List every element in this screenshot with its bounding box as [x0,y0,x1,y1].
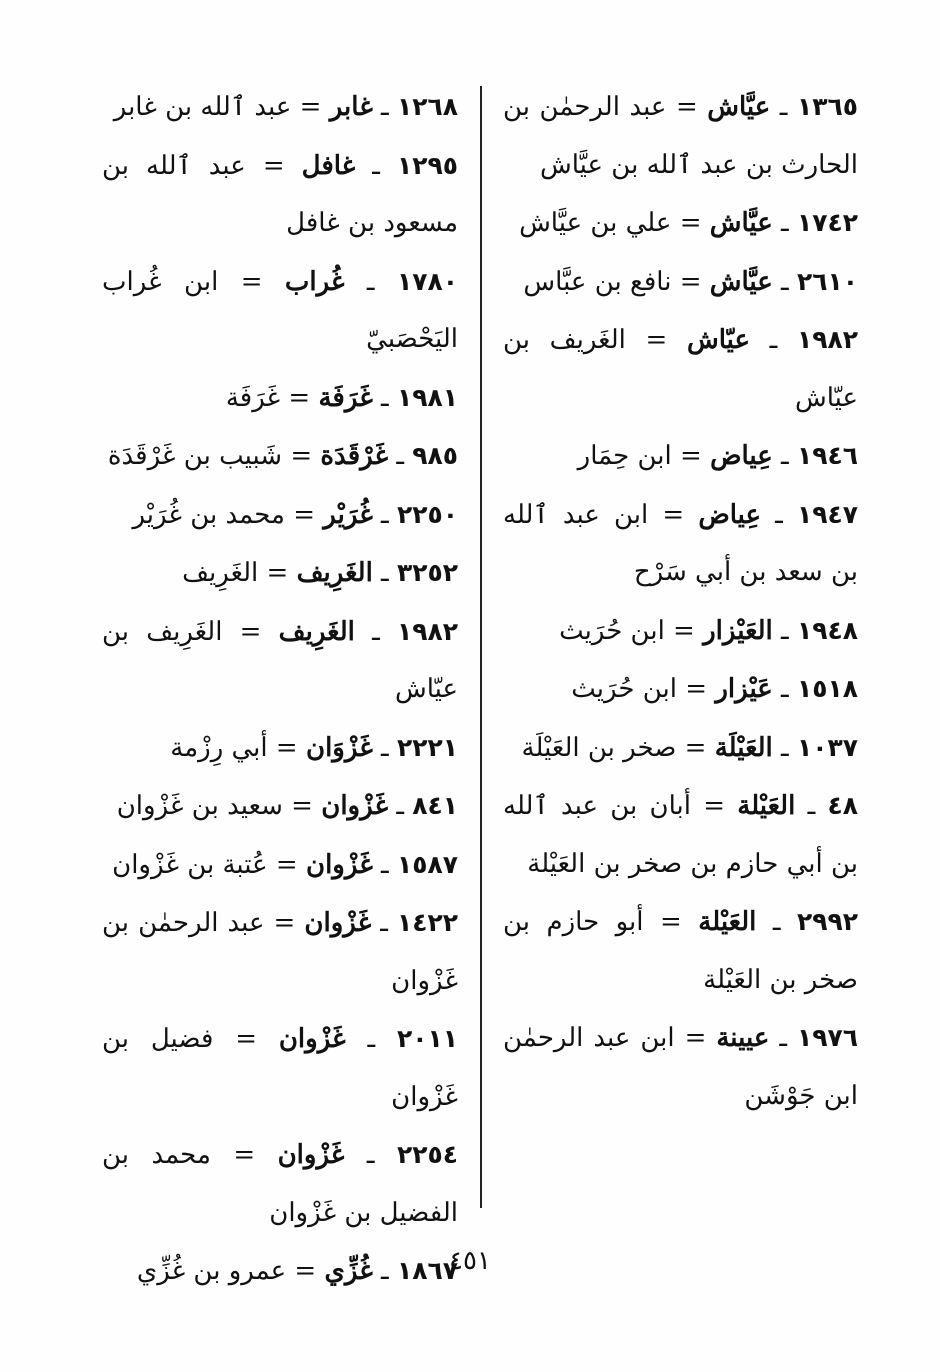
entry-name: غَرْقَدَة [320,441,389,471]
entry-number: ١٩٤٦ [796,441,858,470]
entry-name: غَزْوان [277,1140,345,1170]
index-entry: ١٩٨١ ـ غَرَفَة = غَرَفَة [225,382,458,413]
entry-name: غُرَيْر [323,499,373,530]
entry-text: الغَرِيف [182,558,259,588]
entry-name: عيينة [716,1023,770,1053]
entry-number: ١٠٣٧ [796,732,858,762]
index-entry: ١٥٨٧ ـ غَزْوان = عُتبة بن غَزْوان [112,849,458,880]
entry-number: ١٩٤٧ [796,499,858,529]
entry-number: ٢٦١٠ [796,266,858,296]
entry-number: ١٩٤٨ [796,615,858,645]
entry-text: علي بن عيَّاش [519,208,672,238]
entry-number: ١٢٩٥ [396,150,458,180]
entry-text: شَبيب بن غَرْقَدَة [107,441,283,471]
entry-number: ٨٤١ [412,791,458,820]
entry-name: غُزِّي [324,1256,373,1286]
entry-name: عِياض [698,499,762,530]
entry-number: ١٥٨٧ [396,849,458,879]
entry-name: الغَرِيف [296,558,373,588]
index-entry: ١٨٦٧ ـ غُزِّي = عمرو بن غُزِّي [136,1256,458,1286]
entry-name: العَيْزار [703,615,773,646]
index-entry: ١٩٨٢ ـ الغَرِيف = الغَرِيف بن عيّاش [102,616,458,704]
index-entry: ١٩٤٧ ـ عِياض = ابن عبد ٱلله بن سعد بن أبي سَرْح [503,499,858,587]
entry-number: ١٤٢٢ [396,908,458,937]
entry-number: ١٨٦٧ [396,1256,458,1285]
index-entry: ٢٦١٠ ـ عيَّاش = نافع بن عبَّاس [523,266,858,297]
entry-name: عيَّاش [709,208,773,238]
index-entry: ١٤٢٢ ـ غَزْوان = عبد الرحمٰن بن غَزْوان [102,908,458,996]
entry-name: العَيْلة [698,907,757,937]
index-entry: ١٩٤٦ ـ عِياض = ابن حِمَار [577,441,858,471]
index-entry: ١٩٨٢ ـ عيّاش = الغَريف بن عيّاش [503,325,858,413]
entry-text: سعيد بن غَزْوان [116,791,283,821]
entry-number: ٢٠١١ [396,1024,458,1053]
entry-name: عيَّاش [707,92,771,122]
index-entry: ٤٨ ـ العَيْلة = أبان بن عبد ٱلله بن أبي حازم بن صخر بن العَيْلة [503,791,858,879]
entry-number: ١٩٨٢ [796,325,858,354]
entry-text: عبد ٱلله بن مسعود بن غافل [102,150,458,238]
entry-number: ١٣٦٥ [796,92,858,121]
entry-text: عبد ٱلله بن غابر [113,92,292,122]
entry-number: ٩٨٥ [412,441,458,470]
index-entry: ١٧٤٢ ـ عيَّاش = علي بن عيَّاش [519,208,858,238]
entry-text: عبد الرحمٰن بن غَزْوان [102,908,458,996]
entry-text: نافع بن عبَّاس [523,266,672,297]
entry-name: الغَرِيف [278,616,355,647]
entry-text: ابن غُراب اليَحْصَبيّ [102,266,458,354]
entry-number: ١٩٨١ [396,382,458,412]
entry-name: غافل [301,150,356,181]
entry-name: عِياض [710,441,773,471]
entry-text: غَرَفَة [225,382,281,413]
index-entry: ٩٨٥ ـ غَرْقَدَة = شَبيب بن غَرْقَدَة [107,441,458,471]
index-entry: ١٢٦٨ ـ غابر = عبد ٱلله بن غابر [113,92,458,122]
entry-name: غَزْوان [304,908,372,938]
entry-text: محمد بن الفضيل بن غَزْوان [102,1140,458,1228]
entry-number: ١٩٨٢ [396,616,458,646]
entry-number: ١٥١٨ [796,674,858,703]
entry-text: أبو حازم بن صخر بن العَيْلة [503,907,858,995]
index-entry: ٢٩٩٢ ـ العَيْلة = أبو حازم بن صخر بن العَيْلة [503,907,858,995]
index-entry: ٨٤١ ـ غَزْوان = سعيد بن غَزْوان [116,791,458,821]
entry-name: غابر [329,92,373,122]
entry-number: ٢٩٩٢ [796,907,858,936]
index-entry: ٣٢٥٢ ـ الغَرِيف = الغَرِيف [182,558,458,588]
entry-name: غَزْوان [278,1024,346,1054]
index-entry: ١٣٦٥ ـ عيَّاش = عبد الرحمٰن بن الحارث بن عبد ٱلله بن عيَّاش [503,92,858,180]
entry-text: عمرو بن غُزِّي [136,1256,287,1286]
entry-text: ابن حُرَيث [571,674,677,704]
entry-name: عيّاش [686,325,751,355]
index-entry: ٢٠١١ ـ غَزْوان = فضيل بن غَزْوان [102,1024,458,1112]
entry-number: ٣٢٥٢ [396,558,458,587]
right-column [503,78,858,1125]
entry-number: ٢٢٥٤ [396,1140,458,1169]
entry-text: عُتبة بن غَزْوان [112,849,268,880]
entry-text: عبد الرحمٰن بن الحارث بن عبد ٱلله بن عيَّاش [503,92,858,180]
entry-text: فضيل بن غَزْوان [102,1024,458,1112]
entry-text: الغَريف بن عيّاش [503,325,858,413]
column-divider [480,86,482,1208]
index-entry: ٢٢٥٠ ـ غُرَيْر = محمد بن غُرَيْر [132,499,458,530]
entry-number: ١٢٦٨ [396,92,458,121]
entry-text: صخر بن العَيْلَة [521,732,677,763]
entry-name: غَرَفَة [318,382,373,413]
entry-name: عيَّاش [709,266,773,297]
index-entry: ١٩٤٨ ـ العَيْزار = ابن حُرَيث [559,615,858,646]
entry-number: ٤٨ [827,791,858,820]
entry-number: ١٧٤٢ [796,208,858,237]
entry-name: عَيْزار [715,674,773,704]
entry-number: ١٧٨٠ [396,266,458,296]
entry-text: ابن حِمَار [577,441,672,471]
index-entry: ٢٢٥٤ ـ غَزْوان = محمد بن الفضيل بن غَزْوان [102,1140,458,1228]
entry-text: أبي رِزْمة [170,732,268,763]
page-number: ٤٥١ [449,1246,491,1276]
index-entry: ١٥١٨ ـ عَيْزار = ابن حُرَيث [571,674,858,704]
entry-text: ابن عبد ٱلله بن سعد بن أبي سَرْح [503,499,858,587]
entry-name: غُراب [284,266,345,297]
entry-text: أبان بن عبد ٱلله بن أبي حازم بن صخر بن العَيْلة [503,791,858,879]
index-entry: ١٧٨٠ ـ غُراب = ابن غُراب اليَحْصَبيّ [102,266,458,354]
entry-name: غَزْوان [305,849,373,880]
entry-name: العَيْلَة [714,732,773,763]
entry-text: ابن عبد الرحمٰن ابن جَوْشَن [503,1023,858,1111]
entry-number: ٢٢٢١ [396,732,458,762]
index-entry: ١٠٣٧ ـ العَيْلَة = صخر بن العَيْلَة [521,732,858,763]
entry-text: ابن حُرَيث [559,615,665,646]
entry-number: ٢٢٥٠ [396,499,458,529]
entry-text: محمد بن غُرَيْر [132,499,285,530]
entry-name: غَزْوان [321,791,389,821]
index-entry: ٢٢٢١ ـ غَزْوَان = أبي رِزْمة [170,732,458,763]
index-entry: ١٢٩٥ ـ غافل = عبد ٱلله بن مسعود بن غافل [102,150,458,238]
entry-name: غَزْوَان [305,732,373,763]
entry-number: ١٩٧٦ [796,1023,858,1052]
entry-text: الغَرِيف بن عيّاش [102,616,458,704]
entry-name: العَيْلة [737,791,796,821]
index-entry: ١٩٧٦ ـ عيينة = ابن عبد الرحمٰن ابن جَوْشَن [503,1023,858,1111]
left-column [102,78,458,1301]
